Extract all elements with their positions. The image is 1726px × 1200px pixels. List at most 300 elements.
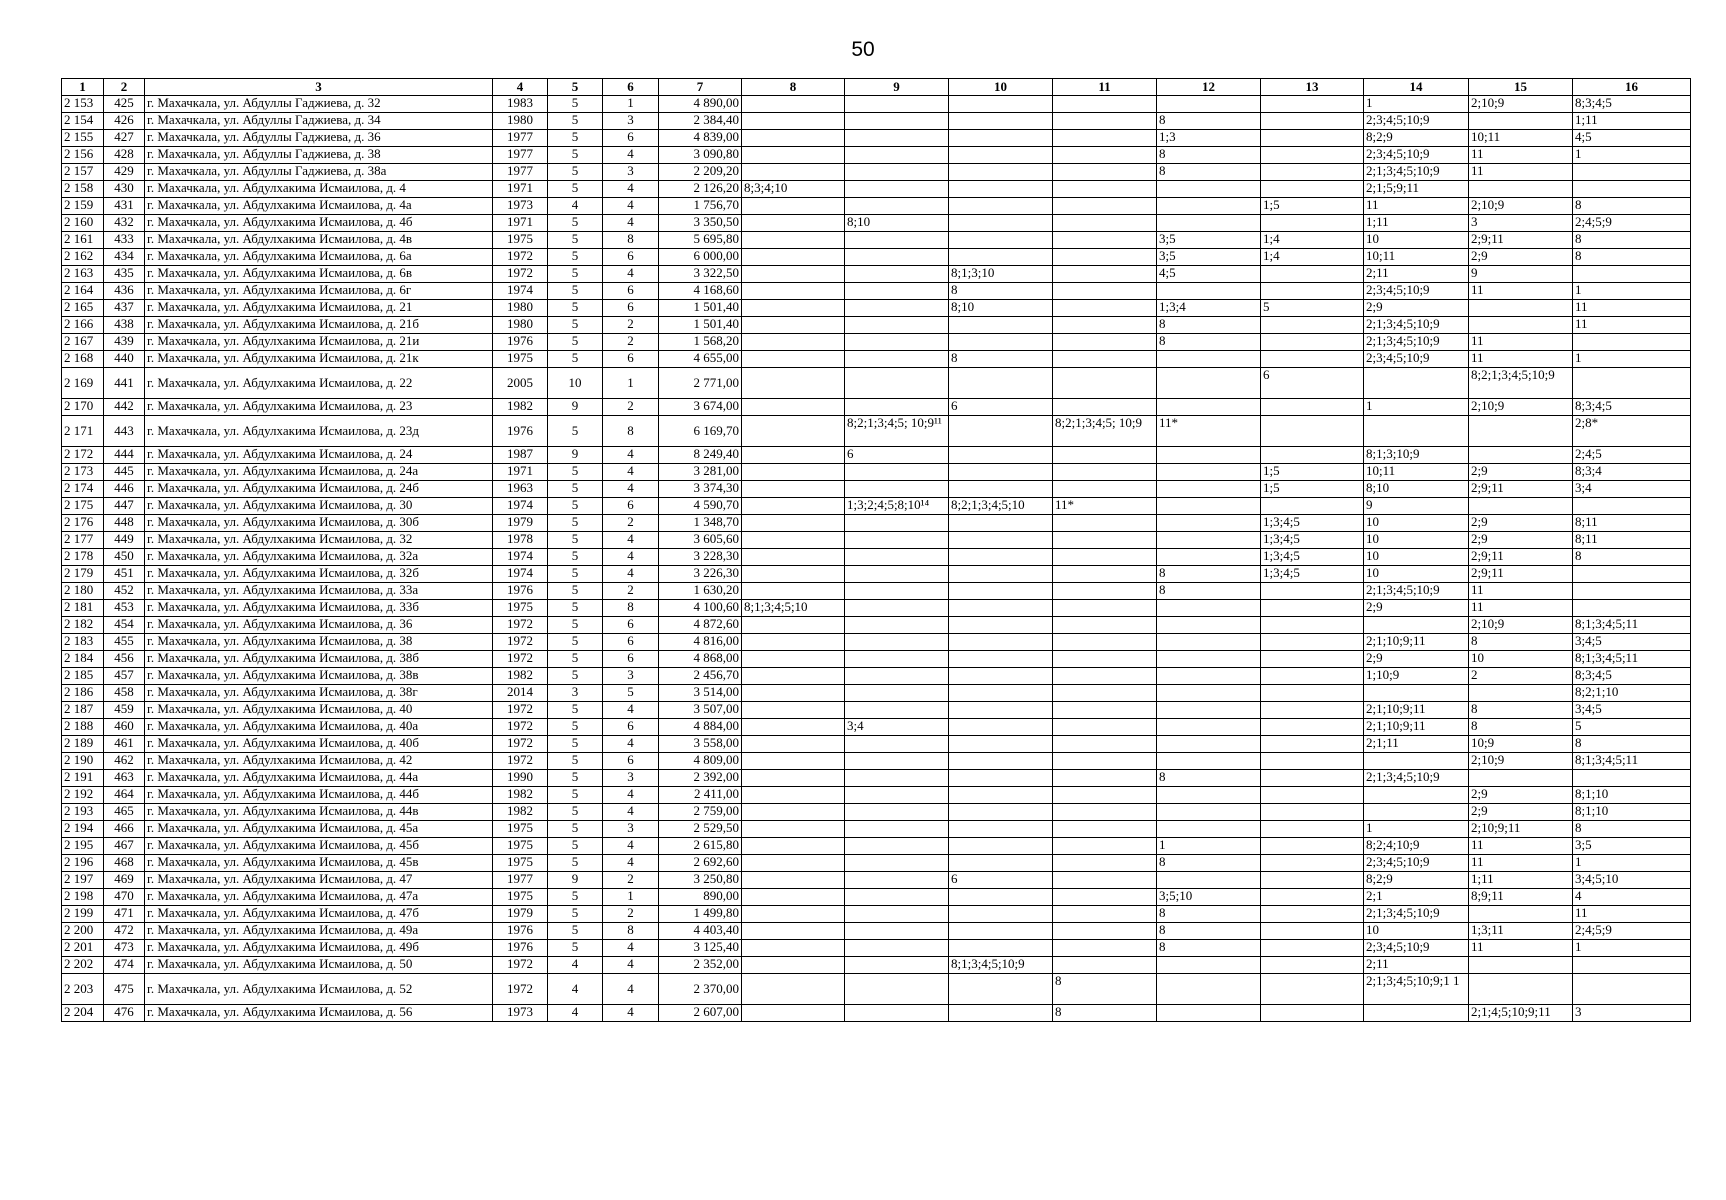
- table-cell: [845, 821, 949, 838]
- table-cell: [742, 232, 845, 249]
- table-cell: г. Махачкала, ул. Абдулхакима Исмаилова, д. 40: [145, 702, 493, 719]
- table-cell: 5: [548, 481, 603, 498]
- table-cell: [1261, 804, 1364, 821]
- table-cell: [845, 181, 949, 198]
- table-cell: 433: [104, 232, 145, 249]
- table-cell: [1469, 685, 1573, 702]
- table-cell: 8;10: [845, 215, 949, 232]
- table-cell: 5: [548, 787, 603, 804]
- table-cell: 2 182: [62, 617, 104, 634]
- table-cell: 10;11: [1364, 249, 1469, 266]
- table-cell: 1975: [493, 838, 548, 855]
- table-cell: 5: [1573, 719, 1691, 736]
- table-cell: 5: [548, 770, 603, 787]
- table-row: [62, 974, 1691, 1005]
- table-cell: 442: [104, 399, 145, 416]
- table-cell: 1: [1157, 838, 1261, 855]
- table-cell: 5: [548, 821, 603, 838]
- table-cell: [1157, 685, 1261, 702]
- table-cell: 5: [548, 464, 603, 481]
- table-cell: 8: [1157, 770, 1261, 787]
- table-cell: 2;9;11: [1469, 549, 1573, 566]
- table-cell: г. Махачкала, ул. Абдулхакима Исмаилова, д. 4а: [145, 198, 493, 215]
- table-cell: [949, 753, 1053, 770]
- table-cell: 1;3;4;5: [1261, 549, 1364, 566]
- table-cell: 4: [603, 447, 659, 464]
- table-cell: 426: [104, 113, 145, 130]
- table-cell: 8;3;4;5: [1573, 96, 1691, 113]
- table-cell: [1053, 855, 1157, 872]
- table-cell: 1980: [493, 300, 548, 317]
- table-cell: 3 250,80: [659, 872, 742, 889]
- table-cell: г. Махачкала, ул. Абдулхакима Исмаилова, д. 38в: [145, 668, 493, 685]
- table-cell: 9: [548, 399, 603, 416]
- table-cell: [949, 804, 1053, 821]
- table-cell: 6: [949, 872, 1053, 889]
- table-cell: [845, 617, 949, 634]
- table-cell: 2 352,00: [659, 957, 742, 974]
- table-cell: 1;11: [1573, 113, 1691, 130]
- table-cell: [845, 96, 949, 113]
- table-cell: [949, 549, 1053, 566]
- table-cell: [1053, 532, 1157, 549]
- table-cell: 11: [1469, 855, 1573, 872]
- table-cell: 8;2;1;3;4;5;10: [949, 498, 1053, 515]
- column-header: 8: [742, 79, 845, 96]
- table-cell: 8;11: [1573, 515, 1691, 532]
- table-cell: 2 162: [62, 249, 104, 266]
- table-cell: [1573, 334, 1691, 351]
- table-cell: [1053, 317, 1157, 334]
- table-cell: 8;2;1;3;4;5;10;9: [1469, 368, 1573, 399]
- table-cell: 2 172: [62, 447, 104, 464]
- table-cell: 2 196: [62, 855, 104, 872]
- table-cell: 2;1;3;4;5;10;9: [1364, 334, 1469, 351]
- table-cell: [845, 583, 949, 600]
- column-header: 16: [1573, 79, 1691, 96]
- table-cell: 4;5: [1157, 266, 1261, 283]
- table-cell: [1364, 617, 1469, 634]
- table-cell: [742, 923, 845, 940]
- table-cell: г. Махачкала, ул. Абдулхакима Исмаилова, д. 56: [145, 1005, 493, 1022]
- table-cell: 2;3;4;5;10;9: [1364, 283, 1469, 300]
- table-cell: 10: [1364, 566, 1469, 583]
- table-cell: [1261, 283, 1364, 300]
- table-cell: г. Махачкала, ул. Абдулхакима Исмаилова, д. 38б: [145, 651, 493, 668]
- table-cell: [1157, 753, 1261, 770]
- table-cell: г. Махачкала, ул. Абдулхакима Исмаилова, д. 47: [145, 872, 493, 889]
- table-cell: [1261, 1005, 1364, 1022]
- table-cell: [845, 334, 949, 351]
- table-cell: 4 884,00: [659, 719, 742, 736]
- table-cell: 3;4: [845, 719, 949, 736]
- table-cell: 1 501,40: [659, 300, 742, 317]
- table-cell: [949, 974, 1053, 1005]
- table-cell: [1364, 804, 1469, 821]
- table-cell: [949, 685, 1053, 702]
- table-cell: 6: [949, 399, 1053, 416]
- table-cell: г. Махачкала, ул. Абдулхакима Исмаилова, д. 32а: [145, 549, 493, 566]
- table-cell: 2 178: [62, 549, 104, 566]
- table-cell: 5: [548, 215, 603, 232]
- table-cell: 449: [104, 532, 145, 549]
- table-cell: 11: [1469, 351, 1573, 368]
- table-cell: [949, 566, 1053, 583]
- table-cell: 4 868,00: [659, 651, 742, 668]
- table-cell: 4 809,00: [659, 753, 742, 770]
- table-cell: [1053, 804, 1157, 821]
- table-cell: 4: [603, 481, 659, 498]
- table-cell: [845, 351, 949, 368]
- table-header-row: [62, 79, 1691, 96]
- table-cell: [845, 889, 949, 906]
- table-cell: 1975: [493, 821, 548, 838]
- table-cell: 2;1;5;9;11: [1364, 181, 1469, 198]
- table-cell: 6: [603, 283, 659, 300]
- table-row: [62, 787, 1691, 804]
- table-cell: 427: [104, 130, 145, 147]
- table-cell: [1261, 838, 1364, 855]
- table-cell: 8: [1469, 702, 1573, 719]
- table-cell: 4 839,00: [659, 130, 742, 147]
- table-cell: 453: [104, 600, 145, 617]
- table-row: [62, 498, 1691, 515]
- table-cell: г. Махачкала, ул. Абдуллы Гаджиева, д. 38: [145, 147, 493, 164]
- table-cell: 8: [1157, 334, 1261, 351]
- table-cell: [845, 198, 949, 215]
- page-number: 50: [851, 38, 875, 61]
- table-cell: 11: [1469, 940, 1573, 957]
- table-cell: 1972: [493, 702, 548, 719]
- table-cell: 2;1;11: [1364, 736, 1469, 753]
- table-cell: [742, 147, 845, 164]
- table-cell: 9: [548, 447, 603, 464]
- table-cell: 1975: [493, 855, 548, 872]
- table-cell: 8;2;9: [1364, 130, 1469, 147]
- table-cell: 1;3;4;5: [1261, 515, 1364, 532]
- table-cell: [1053, 164, 1157, 181]
- table-cell: [845, 399, 949, 416]
- table-cell: 2;9: [1469, 787, 1573, 804]
- table-cell: [1364, 685, 1469, 702]
- table-cell: г. Махачкала, ул. Абдулхакима Исмаилова, д. 52: [145, 974, 493, 1005]
- table-cell: [742, 481, 845, 498]
- table-cell: г. Махачкала, ул. Абдулхакима Исмаилова, д. 49б: [145, 940, 493, 957]
- table-cell: 5: [548, 549, 603, 566]
- table-cell: [1469, 113, 1573, 130]
- table-cell: 2 174: [62, 481, 104, 498]
- table-cell: [949, 416, 1053, 447]
- table-cell: 5: [548, 804, 603, 821]
- table-row: [62, 566, 1691, 583]
- column-header: 11: [1053, 79, 1157, 96]
- table-row: [62, 770, 1691, 787]
- table-cell: 8: [1573, 549, 1691, 566]
- table-cell: 6: [603, 498, 659, 515]
- table-cell: 890,00: [659, 889, 742, 906]
- table-cell: 4: [548, 957, 603, 974]
- table-cell: 1974: [493, 283, 548, 300]
- table-cell: [1261, 147, 1364, 164]
- table-cell: [1573, 266, 1691, 283]
- table-cell: 458: [104, 685, 145, 702]
- table-cell: 11: [1469, 600, 1573, 617]
- table-cell: г. Махачкала, ул. Абдулхакима Исмаилова, д. 30: [145, 498, 493, 515]
- table-cell: [742, 399, 845, 416]
- table-row: [62, 855, 1691, 872]
- table-cell: [1053, 685, 1157, 702]
- column-header: 7: [659, 79, 742, 96]
- table-cell: [742, 685, 845, 702]
- table-cell: 8: [1053, 974, 1157, 1005]
- table-cell: 2 191: [62, 770, 104, 787]
- table-row: [62, 753, 1691, 770]
- table-cell: 464: [104, 787, 145, 804]
- table-cell: 1975: [493, 351, 548, 368]
- table-cell: 5: [548, 96, 603, 113]
- table-cell: 2 200: [62, 923, 104, 940]
- table-cell: 5: [548, 583, 603, 600]
- table-cell: 2 173: [62, 464, 104, 481]
- table-cell: [1053, 940, 1157, 957]
- table-cell: 11: [1573, 906, 1691, 923]
- table-cell: 3 558,00: [659, 736, 742, 753]
- table-cell: 3 090,80: [659, 147, 742, 164]
- table-cell: 440: [104, 351, 145, 368]
- table-cell: [949, 96, 1053, 113]
- table-cell: 5: [548, 634, 603, 651]
- table-cell: 1982: [493, 787, 548, 804]
- table-cell: 4: [603, 464, 659, 481]
- table-row: [62, 351, 1691, 368]
- table-cell: 8: [1469, 719, 1573, 736]
- table-cell: 3;4;5: [1573, 634, 1691, 651]
- table-cell: [949, 317, 1053, 334]
- table-row: [62, 838, 1691, 855]
- table-cell: 4: [603, 215, 659, 232]
- table-cell: 4: [1573, 889, 1691, 906]
- table-cell: 8;1;3;4;5;11: [1573, 651, 1691, 668]
- table-cell: 1982: [493, 668, 548, 685]
- table-cell: 6 000,00: [659, 249, 742, 266]
- table-cell: [1157, 447, 1261, 464]
- table-cell: [1053, 957, 1157, 974]
- table-row: [62, 889, 1691, 906]
- table-cell: 8;1;3;10;9: [1364, 447, 1469, 464]
- table-cell: [742, 368, 845, 399]
- table-cell: [1053, 198, 1157, 215]
- table-cell: 5: [603, 685, 659, 702]
- table-cell: 10: [1364, 923, 1469, 940]
- table-cell: [949, 855, 1053, 872]
- table-cell: 1;10;9: [1364, 668, 1469, 685]
- table-cell: 2 164: [62, 283, 104, 300]
- table-cell: г. Махачкала, ул. Абдулхакима Исмаилова, д. 47а: [145, 889, 493, 906]
- table-row: [62, 940, 1691, 957]
- table-cell: 1972: [493, 266, 548, 283]
- table-cell: [1157, 532, 1261, 549]
- table-cell: [949, 515, 1053, 532]
- table-cell: 425: [104, 96, 145, 113]
- table-cell: 5: [1261, 300, 1364, 317]
- table-cell: [742, 719, 845, 736]
- table-cell: 447: [104, 498, 145, 515]
- table-cell: 3 226,30: [659, 566, 742, 583]
- table-cell: 8: [1157, 923, 1261, 940]
- table-cell: [1157, 1005, 1261, 1022]
- table-cell: 2 163: [62, 266, 104, 283]
- table-cell: [1364, 416, 1469, 447]
- table-cell: 1: [1364, 96, 1469, 113]
- table-cell: [845, 872, 949, 889]
- table-row: [62, 668, 1691, 685]
- table-cell: 8: [1157, 855, 1261, 872]
- table-cell: 8: [1157, 940, 1261, 957]
- table-cell: [742, 266, 845, 283]
- table-cell: [1573, 957, 1691, 974]
- table-cell: 2 192: [62, 787, 104, 804]
- table-cell: [845, 838, 949, 855]
- table-row: [62, 821, 1691, 838]
- table-cell: 2: [603, 515, 659, 532]
- table-cell: 437: [104, 300, 145, 317]
- table-cell: 2 184: [62, 651, 104, 668]
- table-cell: 2 165: [62, 300, 104, 317]
- table-cell: [949, 923, 1053, 940]
- table-cell: г. Махачкала, ул. Абдуллы Гаджиева, д. 36: [145, 130, 493, 147]
- table-cell: [1157, 787, 1261, 804]
- table-cell: 2;9: [1469, 804, 1573, 821]
- table-cell: 3 674,00: [659, 399, 742, 416]
- table-cell: [1261, 600, 1364, 617]
- table-cell: [1053, 923, 1157, 940]
- table-cell: 3;5: [1157, 232, 1261, 249]
- table-cell: [1573, 181, 1691, 198]
- table-cell: 8;9;11: [1469, 889, 1573, 906]
- table-cell: 4: [603, 1005, 659, 1022]
- table-cell: 1 756,70: [659, 198, 742, 215]
- table-cell: г. Махачкала, ул. Абдулхакима Исмаилова, д. 24: [145, 447, 493, 464]
- table-cell: [742, 566, 845, 583]
- table-cell: [1157, 736, 1261, 753]
- table-cell: [1261, 583, 1364, 600]
- table-cell: [1573, 566, 1691, 583]
- table-cell: 1 568,20: [659, 334, 742, 351]
- table-cell: г. Махачкала, ул. Абдулхакима Исмаилова, д. 42: [145, 753, 493, 770]
- table-cell: [742, 906, 845, 923]
- table-cell: 2;10;9: [1469, 399, 1573, 416]
- table-cell: 2;1: [1364, 889, 1469, 906]
- table-cell: 2 456,70: [659, 668, 742, 685]
- table-cell: [1053, 600, 1157, 617]
- table-cell: 1976: [493, 334, 548, 351]
- table-cell: [845, 164, 949, 181]
- table-cell: 3 322,50: [659, 266, 742, 283]
- table-cell: 2 176: [62, 515, 104, 532]
- table-cell: [1261, 164, 1364, 181]
- table-cell: 1972: [493, 736, 548, 753]
- table-cell: 2;1;10;9;11: [1364, 634, 1469, 651]
- table-cell: 8;3;4: [1573, 464, 1691, 481]
- table-cell: [1261, 634, 1364, 651]
- column-header: 6: [603, 79, 659, 96]
- table-cell: [1053, 147, 1157, 164]
- table-cell: 1972: [493, 651, 548, 668]
- table-cell: 1 348,70: [659, 515, 742, 532]
- table-cell: 2 384,40: [659, 113, 742, 130]
- table-cell: [1053, 702, 1157, 719]
- table-cell: 467: [104, 838, 145, 855]
- table-cell: [1261, 651, 1364, 668]
- table-cell: [949, 668, 1053, 685]
- table-cell: 2;1;4;5;10;9;11: [1469, 1005, 1573, 1022]
- table-cell: 3;4;5;10: [1573, 872, 1691, 889]
- table-cell: [845, 232, 949, 249]
- table-cell: [1053, 399, 1157, 416]
- table-cell: [1157, 549, 1261, 566]
- table-row: [62, 147, 1691, 164]
- table-cell: [845, 736, 949, 753]
- table-row: [62, 249, 1691, 266]
- table-cell: 1983: [493, 96, 548, 113]
- table-cell: 2 183: [62, 634, 104, 651]
- table-cell: г. Махачкала, ул. Абдулхакима Исмаилова, д. 21к: [145, 351, 493, 368]
- table-cell: [1261, 416, 1364, 447]
- table-cell: [1469, 181, 1573, 198]
- table-cell: [742, 821, 845, 838]
- table-cell: [845, 566, 949, 583]
- table-row: [62, 719, 1691, 736]
- table-cell: [845, 668, 949, 685]
- table-cell: 8 249,40: [659, 447, 742, 464]
- table-cell: [845, 651, 949, 668]
- table-cell: [949, 113, 1053, 130]
- table-cell: 1972: [493, 634, 548, 651]
- table-cell: [845, 464, 949, 481]
- table-cell: 2;9: [1364, 300, 1469, 317]
- table-cell: 4: [603, 266, 659, 283]
- table-cell: [1157, 668, 1261, 685]
- table-row: [62, 215, 1691, 232]
- table-cell: 1;3;4;5: [1261, 566, 1364, 583]
- table-cell: 8: [1573, 736, 1691, 753]
- table-cell: 5: [548, 113, 603, 130]
- table-cell: 8;1;3;4;5;10;9: [949, 957, 1053, 974]
- table-cell: [1573, 600, 1691, 617]
- table-cell: [1261, 215, 1364, 232]
- table-cell: 1;5: [1261, 464, 1364, 481]
- table-cell: [949, 787, 1053, 804]
- table-cell: 10;11: [1469, 130, 1573, 147]
- table-cell: 11*: [1157, 416, 1261, 447]
- table-cell: 2: [1469, 668, 1573, 685]
- table-cell: 2;11: [1364, 957, 1469, 974]
- table-cell: 1963: [493, 481, 548, 498]
- table-cell: г. Махачкала, ул. Абдулхакима Исмаилова, д. 33б: [145, 600, 493, 617]
- table-cell: 2 171: [62, 416, 104, 447]
- table-cell: 8: [1573, 249, 1691, 266]
- table-cell: [949, 770, 1053, 787]
- table-cell: [742, 872, 845, 889]
- table-cell: 1990: [493, 770, 548, 787]
- table-cell: [949, 583, 1053, 600]
- table-row: [62, 416, 1691, 447]
- table-cell: 429: [104, 164, 145, 181]
- table-cell: [845, 600, 949, 617]
- table-row: [62, 283, 1691, 300]
- table-cell: 2;9;11: [1469, 481, 1573, 498]
- table-cell: [1053, 787, 1157, 804]
